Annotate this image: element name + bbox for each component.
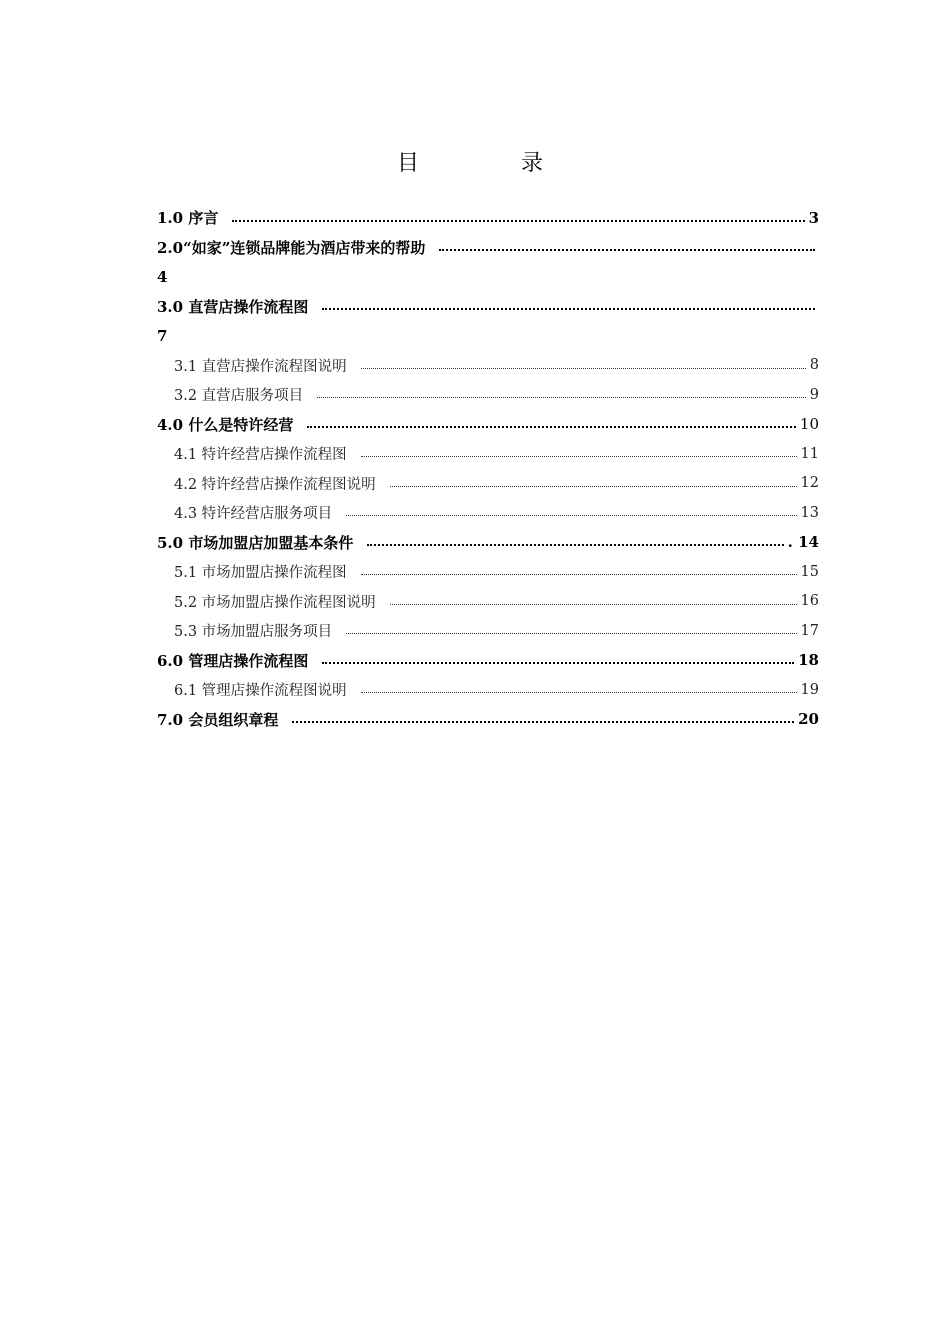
toc-entry-6-1[interactable] xyxy=(157,675,819,705)
toc-page: 8 xyxy=(809,357,819,374)
toc-page: 18 xyxy=(798,651,819,670)
toc-label: 4.1 特许经营店操作流程图 xyxy=(174,447,347,464)
toc-label: 2.0“如家”连锁品牌能为酒店带来的帮助 xyxy=(157,238,426,257)
toc-entry-6-0[interactable] xyxy=(157,646,819,676)
toc-page: 19 xyxy=(800,681,819,698)
toc-page: 20 xyxy=(798,710,819,729)
toc-label: 5.0 市场加盟店加盟基本条件 xyxy=(157,533,354,552)
dot-leader xyxy=(292,721,794,723)
toc-label: 5.3 市场加盟店服务项目 xyxy=(174,624,333,641)
dot-leader xyxy=(232,220,804,222)
toc-page: 13 xyxy=(800,504,819,521)
toc-page: 10 xyxy=(799,415,819,434)
toc-entry-3-1[interactable] xyxy=(157,351,819,381)
toc-page: 17 xyxy=(800,622,819,639)
toc-page: 12 xyxy=(800,475,819,492)
toc-entry-3-0[interactable] xyxy=(157,292,819,322)
dot-leader xyxy=(390,604,797,605)
dot-leader xyxy=(346,633,796,634)
toc-page: 16 xyxy=(800,593,819,610)
toc-page: 9 xyxy=(809,386,819,403)
toc-entry-4-1[interactable] xyxy=(157,439,819,469)
toc-entry-4-2[interactable] xyxy=(157,469,819,499)
toc-entry-3-2[interactable] xyxy=(157,380,819,410)
toc-entry-1-0[interactable] xyxy=(157,203,819,233)
dot-leader xyxy=(390,486,797,487)
toc-list xyxy=(157,203,819,734)
dot-leader xyxy=(361,574,797,575)
dot-leader xyxy=(346,515,796,516)
dot-leader xyxy=(322,308,815,310)
dot-leader xyxy=(361,456,797,457)
dot-leader xyxy=(307,426,796,428)
dot-leader xyxy=(361,368,806,369)
toc-label: 3.1 直营店操作流程图说明 xyxy=(174,358,347,375)
dot-leader xyxy=(361,692,797,693)
toc-page: 15 xyxy=(800,563,819,580)
toc-label: 7 xyxy=(157,326,168,345)
toc-label: 3.2 直营店服务项目 xyxy=(174,388,304,405)
toc-label: 1.0 序言 xyxy=(157,209,219,228)
page-title: 目 录 xyxy=(396,151,583,176)
toc-label: 4.2 特许经营店操作流程图说明 xyxy=(174,476,376,493)
toc-label: 3.0 直营店操作流程图 xyxy=(157,297,309,316)
toc-label: 7.0 会员组织章程 xyxy=(157,710,279,729)
toc-entry-5-2[interactable] xyxy=(157,587,819,617)
toc-page: 11 xyxy=(800,445,819,462)
toc-entry-4-0[interactable] xyxy=(157,410,819,440)
dot-leader xyxy=(439,249,815,251)
toc-page: . 14 xyxy=(787,533,819,552)
toc-label: 4.0 什么是特许经营 xyxy=(157,415,294,434)
toc-entry-2-0-page[interactable] xyxy=(157,262,819,292)
toc-entry-3-0-page[interactable] xyxy=(157,321,819,351)
toc-label: 6.1 管理店操作流程图说明 xyxy=(174,683,347,700)
toc-label: 5.2 市场加盟店操作流程图说明 xyxy=(174,594,376,611)
toc-entry-5-0[interactable] xyxy=(157,528,819,558)
toc-entry-2-0[interactable] xyxy=(157,233,819,263)
dot-leader xyxy=(317,397,806,398)
toc-entry-5-1[interactable] xyxy=(157,557,819,587)
dot-leader xyxy=(367,544,783,546)
toc-entry-5-3[interactable] xyxy=(157,616,819,646)
toc-page: 3 xyxy=(808,208,819,227)
toc-label: 6.0 管理店操作流程图 xyxy=(157,651,309,670)
toc-entry-4-3[interactable] xyxy=(157,498,819,528)
toc-entry-7-0[interactable] xyxy=(157,705,819,735)
toc-label: 4.3 特许经营店服务项目 xyxy=(174,506,333,523)
toc-label: 5.1 市场加盟店操作流程图 xyxy=(174,565,347,582)
dot-leader xyxy=(322,662,794,664)
toc-label: 4 xyxy=(157,267,168,286)
